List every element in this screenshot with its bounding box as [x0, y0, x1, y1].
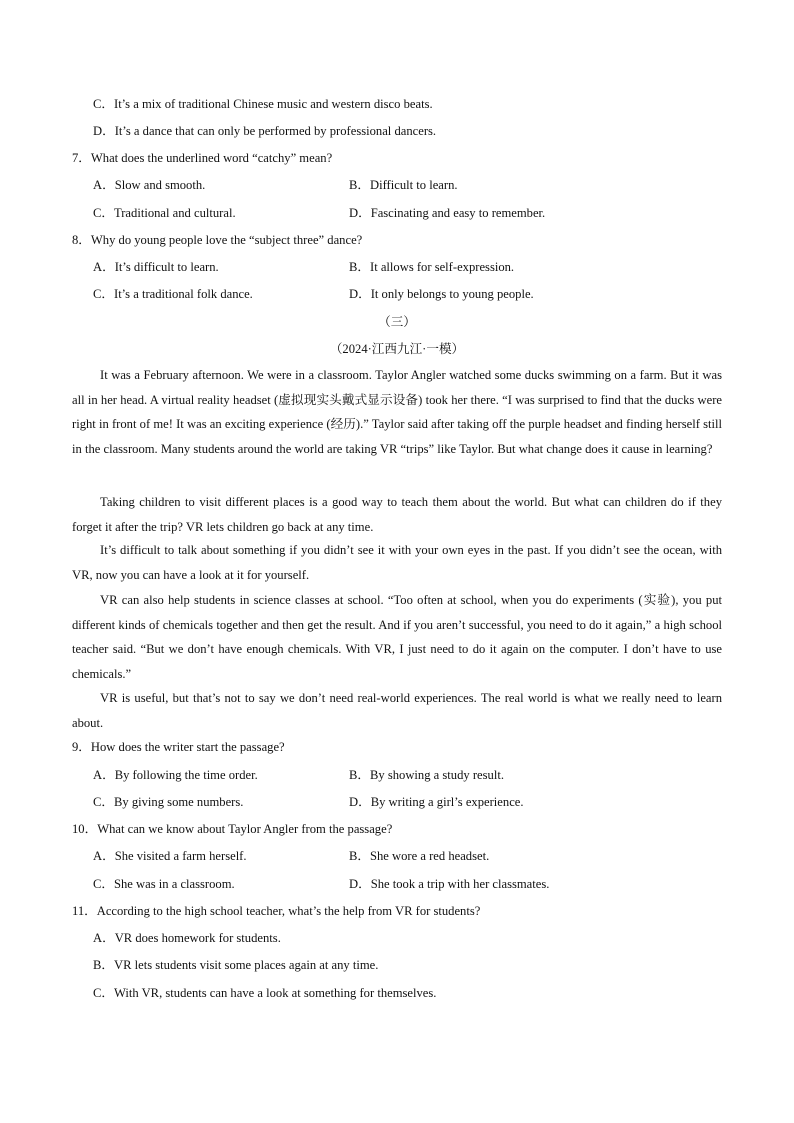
q7-option-d: D．Fascinating and easy to remember. — [349, 206, 546, 220]
q7-option-c: C．Traditional and cultural. — [93, 206, 236, 220]
q9-option-c: C．By giving some numbers. — [93, 795, 244, 809]
q7-option-b: B．Difficult to learn. — [349, 178, 458, 192]
passage-paragraph-3: It’s difficult to talk about something if you didn’t see it with your own eyes in the past. If you didn’t see the ocean, with VR, now you can have a look at it for yourself. — [72, 543, 722, 582]
q6-option-c: C．It’s a mix of traditional Chinese music and western disco beats. — [93, 97, 433, 111]
passage-paragraph-2: Taking children to visit different places is a good way to teach them about the world. But what can children do if they forget it after the trip? VR lets children go back at any time. — [72, 495, 722, 534]
section-source: （2024·江西九江·一模） — [329, 342, 465, 356]
q7-stem: 7．What does the underlined word “catchy” mean? — [72, 151, 333, 165]
q11-option-a: A．VR does homework for students. — [93, 931, 281, 945]
q6-option-d: D．It’s a dance that can only be performed by professional dancers. — [93, 124, 437, 138]
q8-stem: 8．Why do young people love the “subject three” dance? — [72, 233, 363, 247]
q10-stem: 10．What can we know about Taylor Angler from the passage? — [72, 822, 393, 836]
q9-option-a: A．By following the time order. — [93, 768, 258, 782]
q10-option-c: C．She was in a classroom. — [93, 877, 235, 891]
q9-option-b: B．By showing a study result. — [349, 768, 504, 782]
passage-paragraph-1: It was a February afternoon. We were in a classroom. Taylor Angler watched some ducks swimming on a farm. But it was all in her head. A virtual reality headset (虚拟现实头戴式显示设备) took her there. “I was surprised to find that the ducks were right in front of me! It was an exciting experience (经历).” Taylor said after taking off the purple headset and finding herself still in the classroom. Many students around the world are taking VR “trips” like Taylor. But what change does it cause in learning? — [72, 368, 722, 456]
q11-option-c: C．With VR, students can have a look at something for themselves. — [93, 986, 437, 1000]
q7-option-a: A．Slow and smooth. — [93, 178, 206, 192]
q11-stem: 11．According to the high school teacher, what’s the help from VR for students? — [72, 904, 481, 918]
q8-option-c: C．It’s a traditional folk dance. — [93, 287, 253, 301]
section-title: （三） — [378, 315, 416, 329]
q11-option-b: B．VR lets students visit some places again at any time. — [93, 958, 379, 972]
q8-option-a: A．It’s difficult to learn. — [93, 260, 219, 274]
q8-option-b: B．It allows for self-expression. — [349, 260, 515, 274]
q10-option-a: A．She visited a farm herself. — [93, 849, 247, 863]
q10-option-b: B．She wore a red headset. — [349, 849, 490, 863]
passage-paragraph-5: VR is useful, but that’s not to say we don’t need real-world experiences. The real world is what we really need to learn about. — [72, 691, 722, 730]
q9-option-d: D．By writing a girl’s experience. — [349, 795, 524, 809]
q9-stem: 9．How does the writer start the passage? — [72, 740, 285, 754]
q10-option-d: D．She took a trip with her classmates. — [349, 877, 550, 891]
q8-option-d: D．It only belongs to young people. — [349, 287, 534, 301]
passage-paragraph-4: VR can also help students in science classes at school. “Too often at school, when you do experiments (实验), you put different kinds of chemicals together and then get the result. And if you aren’t successful, you need to do it again,” a high school teacher said. “But we don’t have enough chemicals. With VR, I just need to do it again on the computer. I don’t have to use chemicals.” — [72, 593, 722, 681]
